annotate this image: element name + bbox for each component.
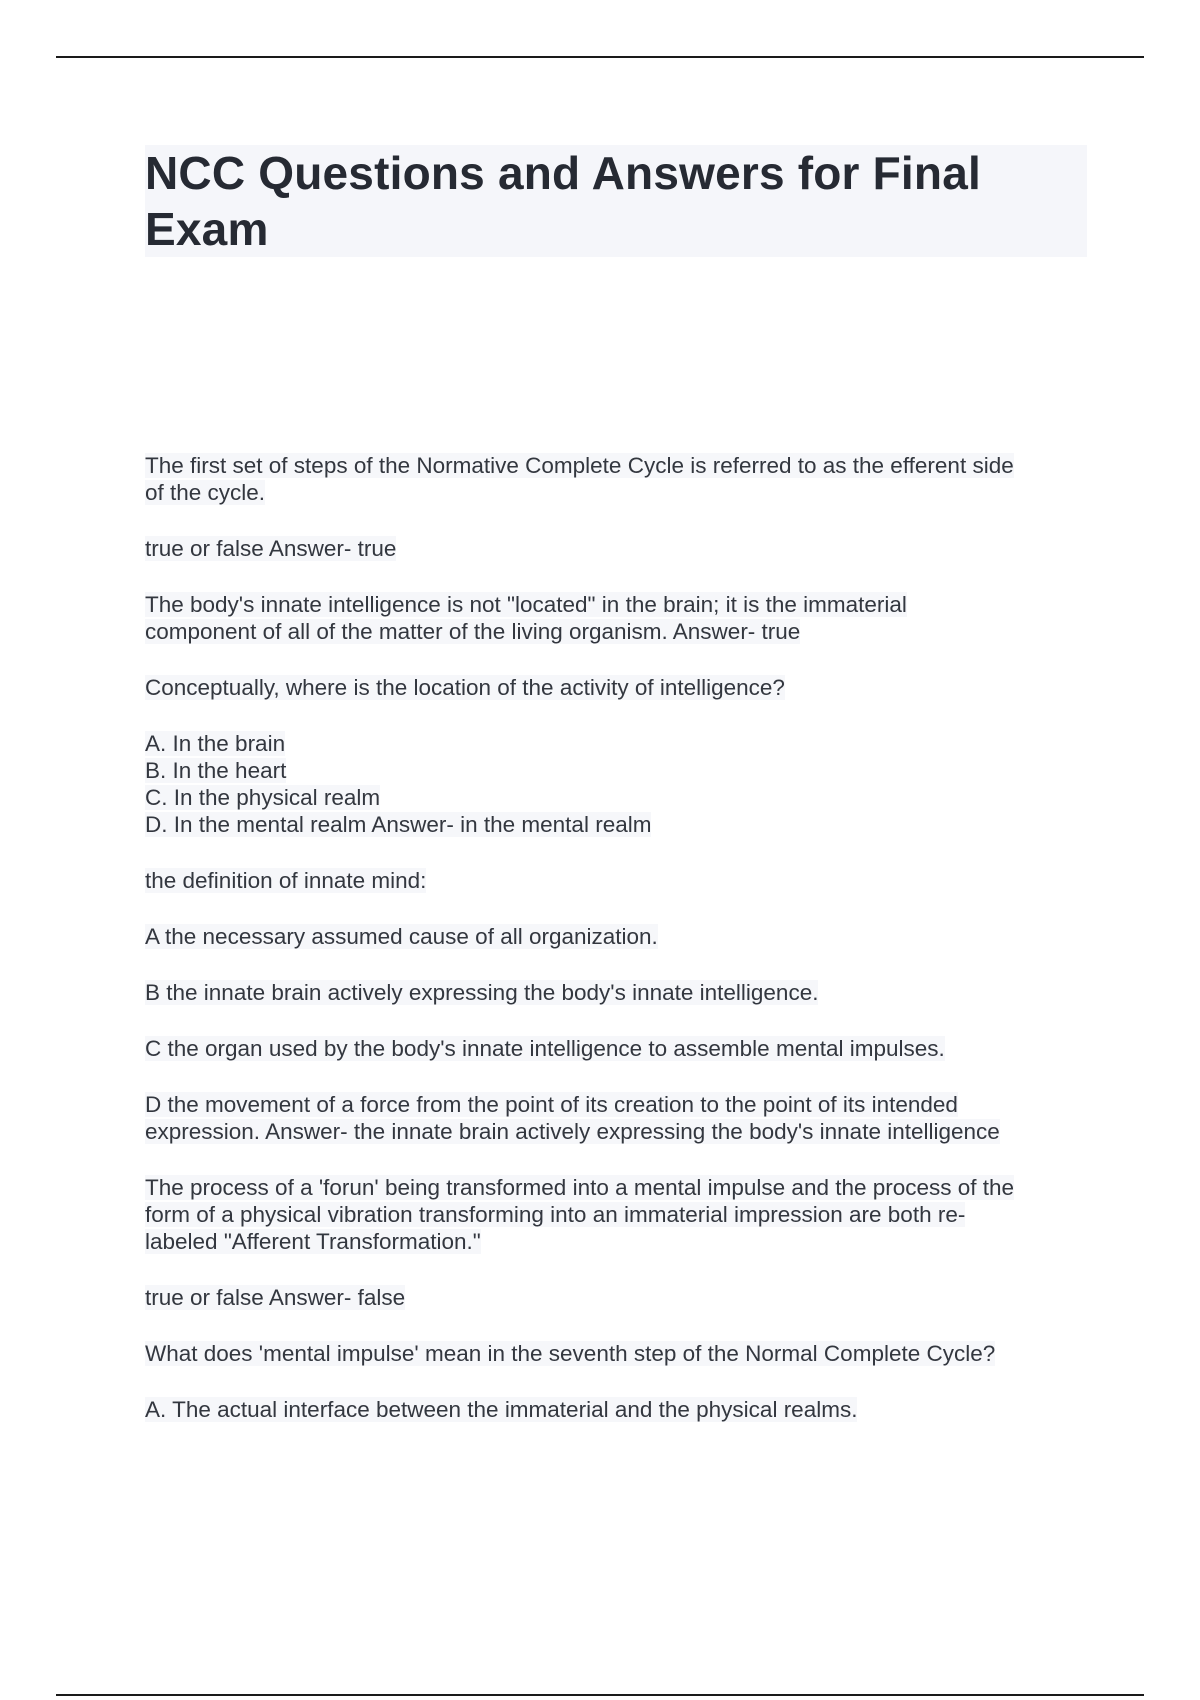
text-line: true or false Answer- false <box>145 1285 406 1310</box>
option-b: B. In the heart <box>145 758 287 783</box>
paragraph <box>145 979 1085 1006</box>
answer-options <box>145 730 1085 838</box>
paragraph <box>145 1174 1085 1255</box>
title-line: NCC Questions and Answers for Final <box>145 147 981 199</box>
option-a: A. In the brain <box>145 731 286 756</box>
text-line: What does 'mental impulse' mean in the seventh step of the Normal Complete Cycle? <box>145 1341 996 1366</box>
text-line: true or false Answer- true <box>145 536 397 561</box>
paragraph <box>145 1340 1085 1367</box>
text-line: The first set of steps of the Normative Complete Cycle is referred to as the efferent side <box>145 453 1014 478</box>
document-body <box>145 452 1085 1423</box>
text-line: Conceptually, where is the location of the activity of intelligence? <box>145 675 785 700</box>
title-block <box>145 145 1087 257</box>
text-line: of the cycle. <box>145 480 266 505</box>
paragraph <box>145 923 1085 950</box>
text-line: The body's innate intelligence is not "located" in the brain; it is the immaterial <box>145 592 907 617</box>
text-line: the definition of innate mind: <box>145 868 427 893</box>
text-line: A the necessary assumed cause of all organization. <box>145 924 658 949</box>
paragraph <box>145 452 1085 506</box>
text-line: form of a physical vibration transforming into an immaterial impression are both re- <box>145 1202 966 1227</box>
text-line: B the innate brain actively expressing the body's innate intelligence. <box>145 980 819 1005</box>
text-line: expression. Answer- the innate brain actively expressing the body's innate intelligence <box>145 1119 1000 1144</box>
header-rule <box>56 56 1144 58</box>
paragraph <box>145 535 1085 562</box>
paragraph <box>145 1035 1085 1062</box>
footer-rule <box>56 1694 1144 1696</box>
paragraph <box>145 867 1085 894</box>
text-line: C the organ used by the body's innate intelligence to assemble mental impulses. <box>145 1036 945 1061</box>
paragraph <box>145 1284 1085 1311</box>
option-c: C. In the physical realm <box>145 785 381 810</box>
text-line: A. The actual interface between the immaterial and the physical realms. <box>145 1397 858 1422</box>
text-line: D the movement of a force from the point of its creation to the point of its intended <box>145 1092 958 1117</box>
text-line: The process of a 'forun' being transformed into a mental impulse and the process of the <box>145 1175 1015 1200</box>
paragraph <box>145 674 1085 701</box>
text-line: labeled "Afferent Transformation." <box>145 1229 481 1254</box>
text-line: component of all of the matter of the living organism. Answer- true <box>145 619 801 644</box>
paragraph <box>145 1396 1085 1423</box>
paragraph <box>145 1091 1085 1145</box>
page-title <box>145 145 1087 257</box>
title-line: Exam <box>145 203 269 255</box>
paragraph <box>145 591 1085 645</box>
option-d: D. In the mental realm Answer- in the mental realm <box>145 812 652 837</box>
